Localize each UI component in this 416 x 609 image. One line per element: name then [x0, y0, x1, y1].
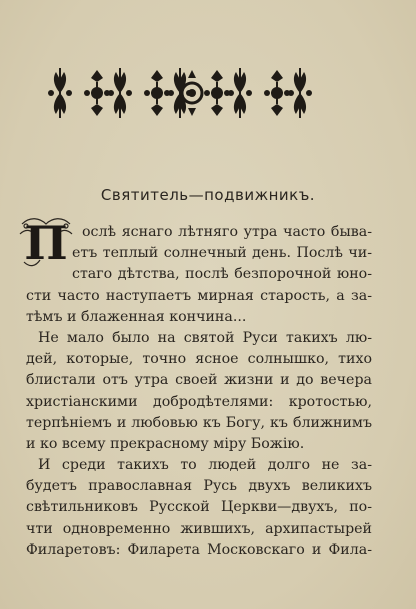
text-line: тѣмъ и блаженная кончина...: [26, 308, 247, 325]
text-line: терпѣніемъ и любовью къ Богу, къ ближнимъ: [26, 414, 372, 431]
body-text: [26, 222, 372, 561]
text-line: етъ теплый солнечный день. Послѣ чи-: [72, 245, 372, 262]
text-line: дей, которые, точно ясное солнышко, тихо: [26, 351, 372, 368]
text-line: блистали отъ утра своей жизни и до вечера: [26, 372, 372, 389]
decorative-headpiece: [46, 64, 338, 122]
initial-letter: П: [24, 216, 68, 270]
text-line: и ко всему прекрасному міру Божію.: [26, 435, 305, 452]
text-line: будетъ православная Русь двухъ великихъ: [26, 478, 372, 495]
text-line: свѣтильниковъ Русской Церкви—двухъ, по-: [26, 499, 372, 516]
text-line: сти часто наступаетъ мирная старость, а за-: [26, 287, 372, 304]
text-line: Филаретовъ: Филарета Московскаго и Фила-: [26, 541, 372, 558]
text-line: чти одновременно жившихъ, архипастырей: [26, 520, 372, 537]
text-line: стаго дѣтства, послѣ безпорочной юно-: [72, 266, 372, 283]
text-line: Не мало было на святой Руси такихъ лю-: [38, 329, 372, 346]
text-line: И среди такихъ то людей долго не за-: [38, 457, 372, 474]
chapter-title: Святитель—подвижникъ.: [100, 186, 316, 204]
text-line: христіанскими добродѣтелями: кротостью,: [26, 393, 372, 410]
text-line: ослѣ яснаго лѣтняго утра часто быва-: [82, 224, 372, 240]
